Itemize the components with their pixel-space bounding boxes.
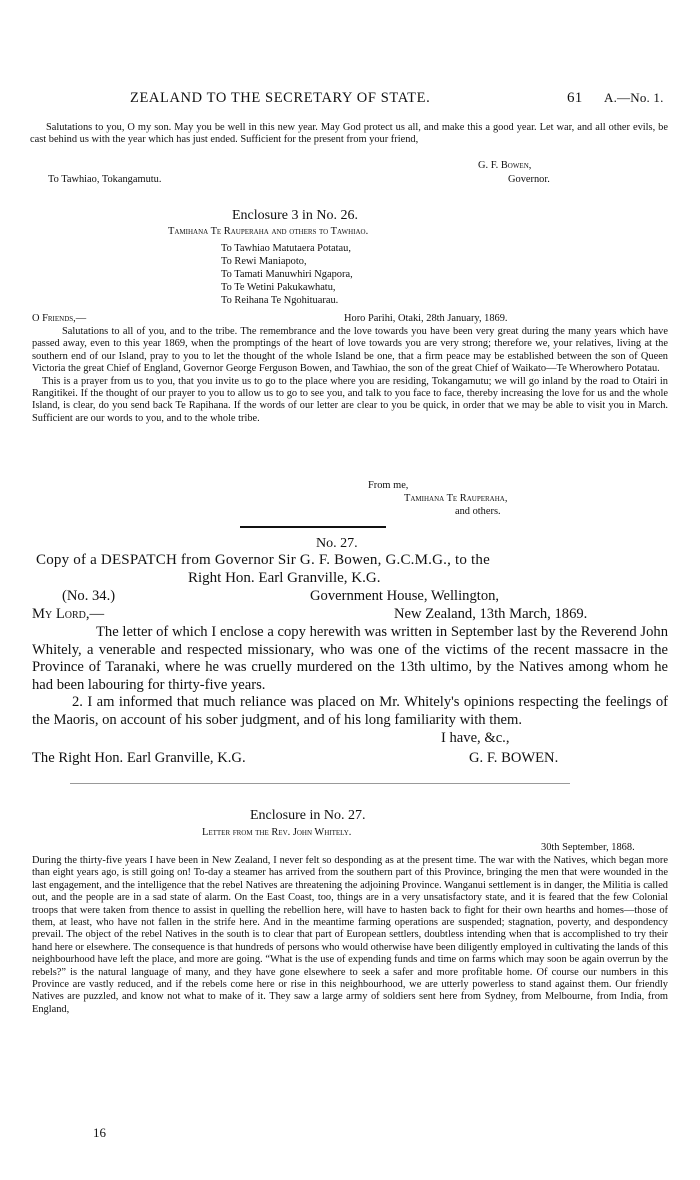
no27-paragraph: 2. I am informed that much reliance was placed on Mr. Whitely's opinions respecting the feelings of the Maoris, on account of his sober judgment, and of his long familiarity with them. [32,694,668,728]
no27-despatch-number: (No. 34.) [62,588,116,604]
enclosure27-body [32,855,668,1016]
enclosure3-addressee: To Tawhiao Matutaera Potatau, [221,243,351,254]
running-head-title: ZEALAND TO THE SECRETARY OF STATE. [130,90,431,106]
page-number: 61 [567,90,583,106]
section-divider-thin [70,783,570,784]
enclosure3-heading: Enclosure 3 in No. 26. [232,208,358,223]
no27-address-line2: New Zealand, 13th March, 1869. [394,606,588,622]
signature-mark: 16 [93,1125,106,1140]
no27-paragraph: The letter of which I enclose a copy herewith was written in September last by the Reverend John Whitely, a venerable and respected missionary, who was one of the victims of the recent massacre in the Province of Taranaki, where he was cruelly murdered on the 13th ultimo, by the Natives among whom he had been labouring for thirty-five years. [32,624,668,693]
enclosure3-paragraph: This is a prayer from us to you, that you invite us to go to the place where you are residing, Tokangamutu; we will go inland by the road to Otairi in Rangitikei. If the thought of our prayer to you to allow us to go to see you, and talk to you face to face, thereby increasing the love for us and the whole Island, is clear, do you send back Te Rapihana. If the words of our letter are clear to you be quick, in order that we may be able to visit you in March. Sufficient are our words to you, and to the whole tribe. [32,375,668,424]
top-letter-signature-title: Governor. [508,174,550,185]
no27-address-line1: Government House, Wellington, [310,588,500,604]
enclosure3-addressee: To Rewi Maniapoto, [221,256,307,267]
top-letter-addressee: To Tawhiao, Tokangamutu. [48,174,162,185]
section-divider [240,526,386,528]
enclosure3-salutation: O Friends,— [32,313,87,324]
no27-signature: G. F. BOWEN. [469,750,559,766]
top-letter-paragraph: Salutations to you, O my son. May you be well in this new year. May God protect us all, and make this a good year. Let war, and all other evils, be cast behind us with the year which has just ended. Sufficient for the present from your friend, [30,122,668,146]
no27-salutation: My Lord,— [32,606,105,622]
no27-body [32,624,668,730]
no27-title-line2: Right Hon. Earl Granville, K.G. [188,570,381,586]
enclosure3-paragraph: Salutations to all of you, and to the tribe. The remembrance and the love towards you have been very great during the many years which have passed away, even to this year 1869, when the promptings of the heart of love towards you are very strong; therefore we, your relatives, living at the southern end of our Island, pray to you to let the thought of the whole Island be one, that a firm peace may be established between the son of Queen Victoria the great Chief of England, Governor George Ferguson Bowen, and Tawhiao, the son of the great Chief of Waikato—Te Wherowhero Potatau. [32,326,668,375]
enclosure3-addressee: To Te Wetini Pakukawhatu, [221,282,336,293]
no27-heading: No. 27. [316,536,358,551]
enclosure3-addressee: To Tamati Manuwhiri Ngapora, [221,269,353,280]
enclosure3-body [32,326,668,425]
enclosure3-addressee: To Reihana Te Ngohituarau. [221,295,339,306]
enclosure3-from: From me, [368,480,409,491]
no27-closing: I have, &c., [441,730,510,746]
enclosure3-and-others: and others. [455,506,501,517]
enclosure3-signature: Tamihana Te Rauperaha, [404,493,508,504]
enclosure27-heading: Enclosure in No. 27. [250,808,366,823]
no27-title-line1: Copy of a DESPATCH from Governor Sir G. F. Bowen, G.C.M.G., to the [36,552,490,568]
no27-addressee: The Right Hon. Earl Granville, K.G. [32,750,246,766]
top-letter-body [30,122,668,147]
enclosure27-date: 30th September, 1868. [541,842,635,853]
enclosure3-place-date: Horo Parihi, Otaki, 28th January, 1869. [344,313,508,324]
enclosure3-subheading: Tamihana Te Rauperaha and others to Tawhiao. [168,226,369,237]
enclosure27-paragraph: During the thirty-five years I have been in New Zealand, I never felt so desponding as at the present time. The war with the Natives, which began more than eight years ago, is still going on! To-day a steamer has arrived from the southern part of this Province, bringing the men that were wounded in the last engagement, and the intelligence that the rebel Natives are threatening the adjoining Province. Wanganui settlement is in danger, the Militia is called out, and the people are in a sad state of alarm. On the East Coast, too, things are in a very unsatisfactory state, and it is feared that the few Colonial troops that were taken from thence to assist in quelling the rebellion here, will have to hasten back to fight for their own hearths and homes—those of them, at least, who have not fallen in the strife here. And in the meantime farming operations are suspended; stagnation, poverty, and despondency prevail. The object of the rebel Natives in the south is to clear that part of European settlers, doubtless intending when that is accomplished to try their hand here or elsewhere. The consequence is that hundreds of persons who would otherwise have been diligently employed in cultivating the lands of this neighbourhood have left the place, and more are going. “What is the use of expending funds and time on farms which may soon be again overrun by the rebels?” is the natural language of many, and they have gone elsewhere to seek a safer and more profitable home. Of course our numbers in this Province are vastly reduced, and if the rebels come here or rise in this neighbourhood, we are utterly powerless to stand against them. Our friendly Natives are puzzled, and know not what to make of it. They saw a large army of soldiers sent here from Sydney, from Melbourne, from India, from England, [32,855,668,1015]
paper-reference: A.—No. 1. [604,90,664,105]
top-letter-signature: G. F. Bowen, [478,160,532,171]
enclosure27-subheading: Letter from the Rev. John Whitely. [202,827,352,838]
